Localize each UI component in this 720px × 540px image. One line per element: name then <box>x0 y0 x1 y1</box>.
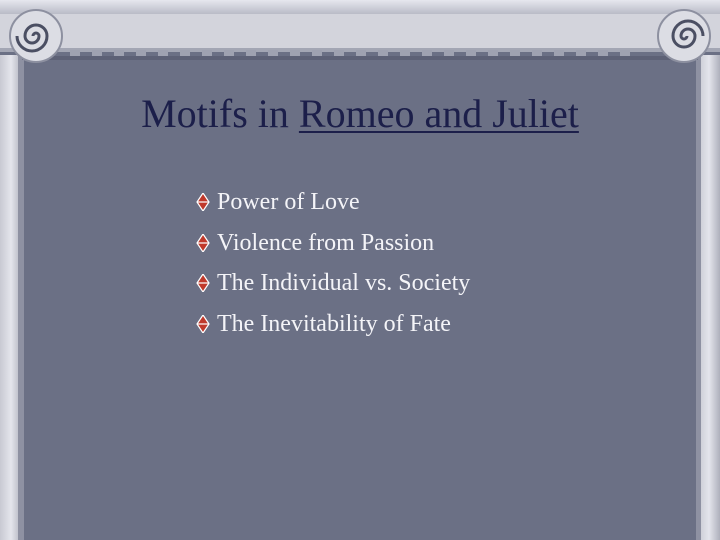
bullet-item <box>195 263 470 304</box>
title-work: Romeo and Juliet <box>298 91 579 136</box>
slide-title <box>60 90 660 138</box>
red-diamond-bullet-icon <box>195 193 211 211</box>
bullet-item <box>195 182 470 223</box>
bullet-item <box>195 304 470 345</box>
ionic-scroll-icon <box>10 10 62 62</box>
red-diamond-bullet-icon <box>195 274 211 292</box>
ionic-scroll-icon <box>658 10 710 62</box>
bullet-text: The Inevitability of Fate <box>217 310 451 337</box>
bullet-list <box>195 182 470 344</box>
bullet-text: Violence from Passion <box>217 229 435 256</box>
bullet-text: Power of Love <box>217 189 360 215</box>
red-diamond-bullet-icon <box>195 234 211 252</box>
bullet-item <box>195 223 470 264</box>
red-diamond-bullet-icon <box>195 315 211 333</box>
title-prefix: Motifs in <box>141 91 299 136</box>
bullet-text: The Individual vs. Society <box>217 270 471 296</box>
